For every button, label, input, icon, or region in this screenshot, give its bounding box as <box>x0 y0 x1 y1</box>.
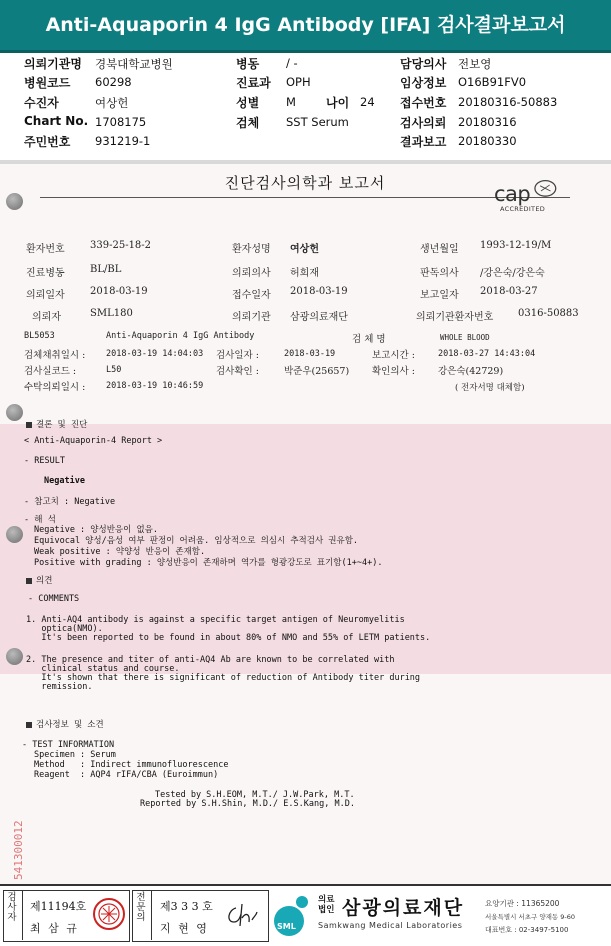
value-department: OPH <box>286 75 311 89</box>
label-test-request: 검사의뢰 <box>400 116 447 130</box>
bullet-square-icon <box>26 722 32 728</box>
info-label: 의뢰자 <box>32 312 61 323</box>
report-title: 진단검사의학과 보고서 <box>224 174 386 192</box>
value-chart-no: 1708175 <box>95 115 147 129</box>
meta-label: 검사실코드 : <box>24 366 77 377</box>
sml-logo-text: SML <box>277 922 296 931</box>
punch-hole-icon <box>6 648 23 665</box>
comment-line: 2. The presence and titer of anti-AQ4 Ab are known to be correlated with <box>26 655 395 665</box>
comment-line: 1. Anti-AQ4 antibody is against a specific target antigen of Neuromyelitis <box>26 615 405 625</box>
page-title: Anti-Aquaporin 4 IgG Antibody [IFA] 검사결과보고서 <box>45 14 566 36</box>
meta-label: 보고시간 : <box>372 350 415 361</box>
red-seal-icon <box>92 897 126 931</box>
label-doctor: 담당의사 <box>400 57 447 71</box>
info-value: 339-25-18-2 <box>90 240 152 251</box>
interpretation-label: - 해 석 <box>24 515 56 525</box>
comment-line: It's shown that there is significant of reduction of Antibody titer during <box>26 673 421 683</box>
report-title-underline <box>40 197 570 198</box>
value-institution: 경북대학교병원 <box>95 57 173 71</box>
value-clinical-info: O16B91FV0 <box>458 75 527 89</box>
bullet-square-icon <box>26 422 32 428</box>
specimen-value: WHOLE BLOOD <box>440 333 490 342</box>
meta-label: 검체채취일시 : <box>24 350 86 361</box>
side-code: 541300012 <box>12 820 25 880</box>
info-label: 환자성명 <box>232 244 271 255</box>
punch-hole-icon <box>6 526 23 543</box>
comment-line: It's been reported to be found in about 80% of NMO and 55% of LETM patients. <box>26 633 431 643</box>
label-result-report: 결과보고 <box>400 135 447 149</box>
label-institution: 의뢰기관명 <box>24 57 82 71</box>
value-test-request: 20180316 <box>458 115 517 129</box>
label-clinical-info: 임상정보 <box>400 76 447 90</box>
test-info-line: Reagent : AQP4 rIFA/CBA (Euroimmun) <box>34 770 219 780</box>
test-info-label: - TEST INFORMATION <box>22 740 115 750</box>
meta-label: 검사확인 : <box>216 366 259 377</box>
label-receipt-no: 접수번호 <box>400 96 447 110</box>
info-value: 1993-12-19/M <box>480 240 552 251</box>
label-patient: 수진자 <box>24 96 59 110</box>
interpretation-line: Positive with grading : 양성반응이 존재하며 역가를 형광강도로 표기함(1+~4+). <box>34 558 383 568</box>
info-value: /강은숙/강은숙 <box>480 268 545 279</box>
cap-logo-text: cap <box>494 182 531 206</box>
label-chart-no: Chart No. <box>24 114 89 128</box>
value-resident-no: 931219-1 <box>95 134 151 148</box>
label-age: 나이 <box>326 96 350 110</box>
value-specimen: SST Serum <box>286 115 349 129</box>
meta-label: 검사일자 : <box>216 350 259 361</box>
sml-logo-icon <box>272 893 312 939</box>
label-specimen: 검체 <box>236 116 260 130</box>
cap-accredited-text: ACCREDITED <box>500 205 546 213</box>
specialist-vertical-label: 전문의 <box>136 892 146 923</box>
section-info-heading: 검사정보 및 소견 <box>26 718 104 730</box>
test-code: BL5053 <box>24 331 55 341</box>
inspector-license: 제11194호 <box>30 900 87 913</box>
tested-by: Tested by S.H.EOM, M.T./ J.W.Park, M.T. <box>155 790 355 800</box>
bullet-square-icon <box>26 578 32 584</box>
info-label: 생년월일 <box>420 244 459 255</box>
interpretation-line: Negative : 양성반응이 없음. <box>34 525 159 535</box>
org-telephone: 대표번호 : 02-3497-5100 <box>485 926 569 934</box>
info-value: 삼광의료재단 <box>290 312 348 323</box>
org-address: 서울특별시 서초구 양재동 9-60 <box>485 913 576 921</box>
value-sex: M <box>286 95 296 109</box>
reported-by: Reported by S.H.Shin, M.D./ E.S.Kang, M.D. <box>140 799 355 809</box>
specialist-license: 제3 3 3 호 <box>160 900 213 913</box>
value-result-report: 20180330 <box>458 134 517 148</box>
info-label: 접수일자 <box>232 290 271 301</box>
label-department: 진료과 <box>236 76 271 90</box>
label-hospital-code: 병원코드 <box>24 76 71 90</box>
info-value: 2018-03-27 <box>480 286 538 297</box>
comments-label: - COMMENTS <box>28 594 80 604</box>
punch-hole-icon <box>6 193 23 210</box>
info-label: 의뢰의사 <box>232 268 271 279</box>
value-age: 24 <box>360 95 375 109</box>
meta-value: L50 <box>106 365 122 375</box>
info-value: 2018-03-19 <box>90 286 148 297</box>
value-doctor: 전보영 <box>458 57 492 71</box>
value-hospital-code: 60298 <box>95 75 132 89</box>
box-divider <box>151 890 152 940</box>
info-value: 2018-03-19 <box>290 286 348 297</box>
value-receipt-no: 20180316-50883 <box>458 95 558 109</box>
result-label: - RESULT <box>24 456 65 466</box>
section-opinion-heading: 의견 <box>26 574 52 586</box>
interpretation-line: Weak positive : 약양성 반응이 존재함. <box>34 547 206 557</box>
info-label: 진료병동 <box>26 268 65 279</box>
meta-value: 2018-03-27 14:43:04 <box>438 349 536 359</box>
meta-label: 확인의사 : <box>372 366 415 377</box>
result-value: Negative <box>44 476 85 486</box>
inspector-vertical-label: 검사자 <box>7 892 17 923</box>
section-result-heading: 결론 및 진단 <box>26 418 87 430</box>
inspector-name: 최 삼 규 <box>30 922 79 935</box>
info-label: 보고일자 <box>420 290 459 301</box>
specialist-name: 지 현 영 <box>160 922 209 935</box>
meta-value: 강은숙(42729) <box>438 366 504 377</box>
meta-value: 2018-03-19 <box>284 349 336 359</box>
comment-line: optica(NMO). <box>26 624 103 634</box>
report-name: < Anti-Aquaporin-4 Report > <box>24 436 163 446</box>
value-patient: 여상헌 <box>95 96 129 110</box>
info-label: 환자번호 <box>26 244 65 255</box>
info-label: 판독의사 <box>420 268 459 279</box>
info-label: 의뢰기관 <box>232 312 271 323</box>
comment-line: clinical status and course. <box>26 664 180 674</box>
org-english-name: Samkwang Medical Laboratories <box>318 921 463 930</box>
punch-hole-icon <box>6 404 23 421</box>
label-ward: 병동 <box>236 57 260 71</box>
org-prefix: 의료법인 <box>318 895 335 915</box>
info-label: 의뢰일자 <box>26 290 65 301</box>
info-value: 0316-50883 <box>518 308 579 319</box>
meta-label: 수탁의뢰일시 : <box>24 382 86 393</box>
info-label: 의뢰기관환자번호 <box>416 312 494 323</box>
meta-value: 2018-03-19 10:46:59 <box>106 381 204 391</box>
org-name: 삼광의료재단 <box>342 897 465 919</box>
label-sex: 성별 <box>236 96 260 110</box>
value-ward: / - <box>286 56 298 70</box>
label-resident-no: 주민번호 <box>24 135 71 149</box>
test-name: Anti-Aquaporin 4 IgG Antibody <box>106 331 255 341</box>
meta-value: 2018-03-19 14:04:03 <box>106 349 204 359</box>
info-value: 허희재 <box>290 268 319 279</box>
org-code: 요양기관 : 11365200 <box>485 899 560 908</box>
box-divider <box>22 890 23 940</box>
test-info-line: Method : Indirect immunofluorescence <box>34 760 229 770</box>
e-sign-note: ( 전자서명 대체함) <box>455 383 525 393</box>
specimen-label: 검 체 명 <box>352 334 386 345</box>
interpretation-line: Equivocal 양성/음성 여부 판정이 어려움. 임상적으로 의심시 추적검사 권유함. <box>34 536 359 546</box>
signature-icon <box>222 900 262 930</box>
test-info-line: Specimen : Serum <box>34 750 116 760</box>
meta-value: 박준우(25657) <box>284 366 350 377</box>
comment-line: remission. <box>26 682 93 692</box>
info-value: 여상헌 <box>290 244 319 255</box>
info-value: BL/BL <box>90 264 122 275</box>
reference-line: - 참고치 : Negative <box>24 497 116 507</box>
info-value: SML180 <box>90 308 133 319</box>
